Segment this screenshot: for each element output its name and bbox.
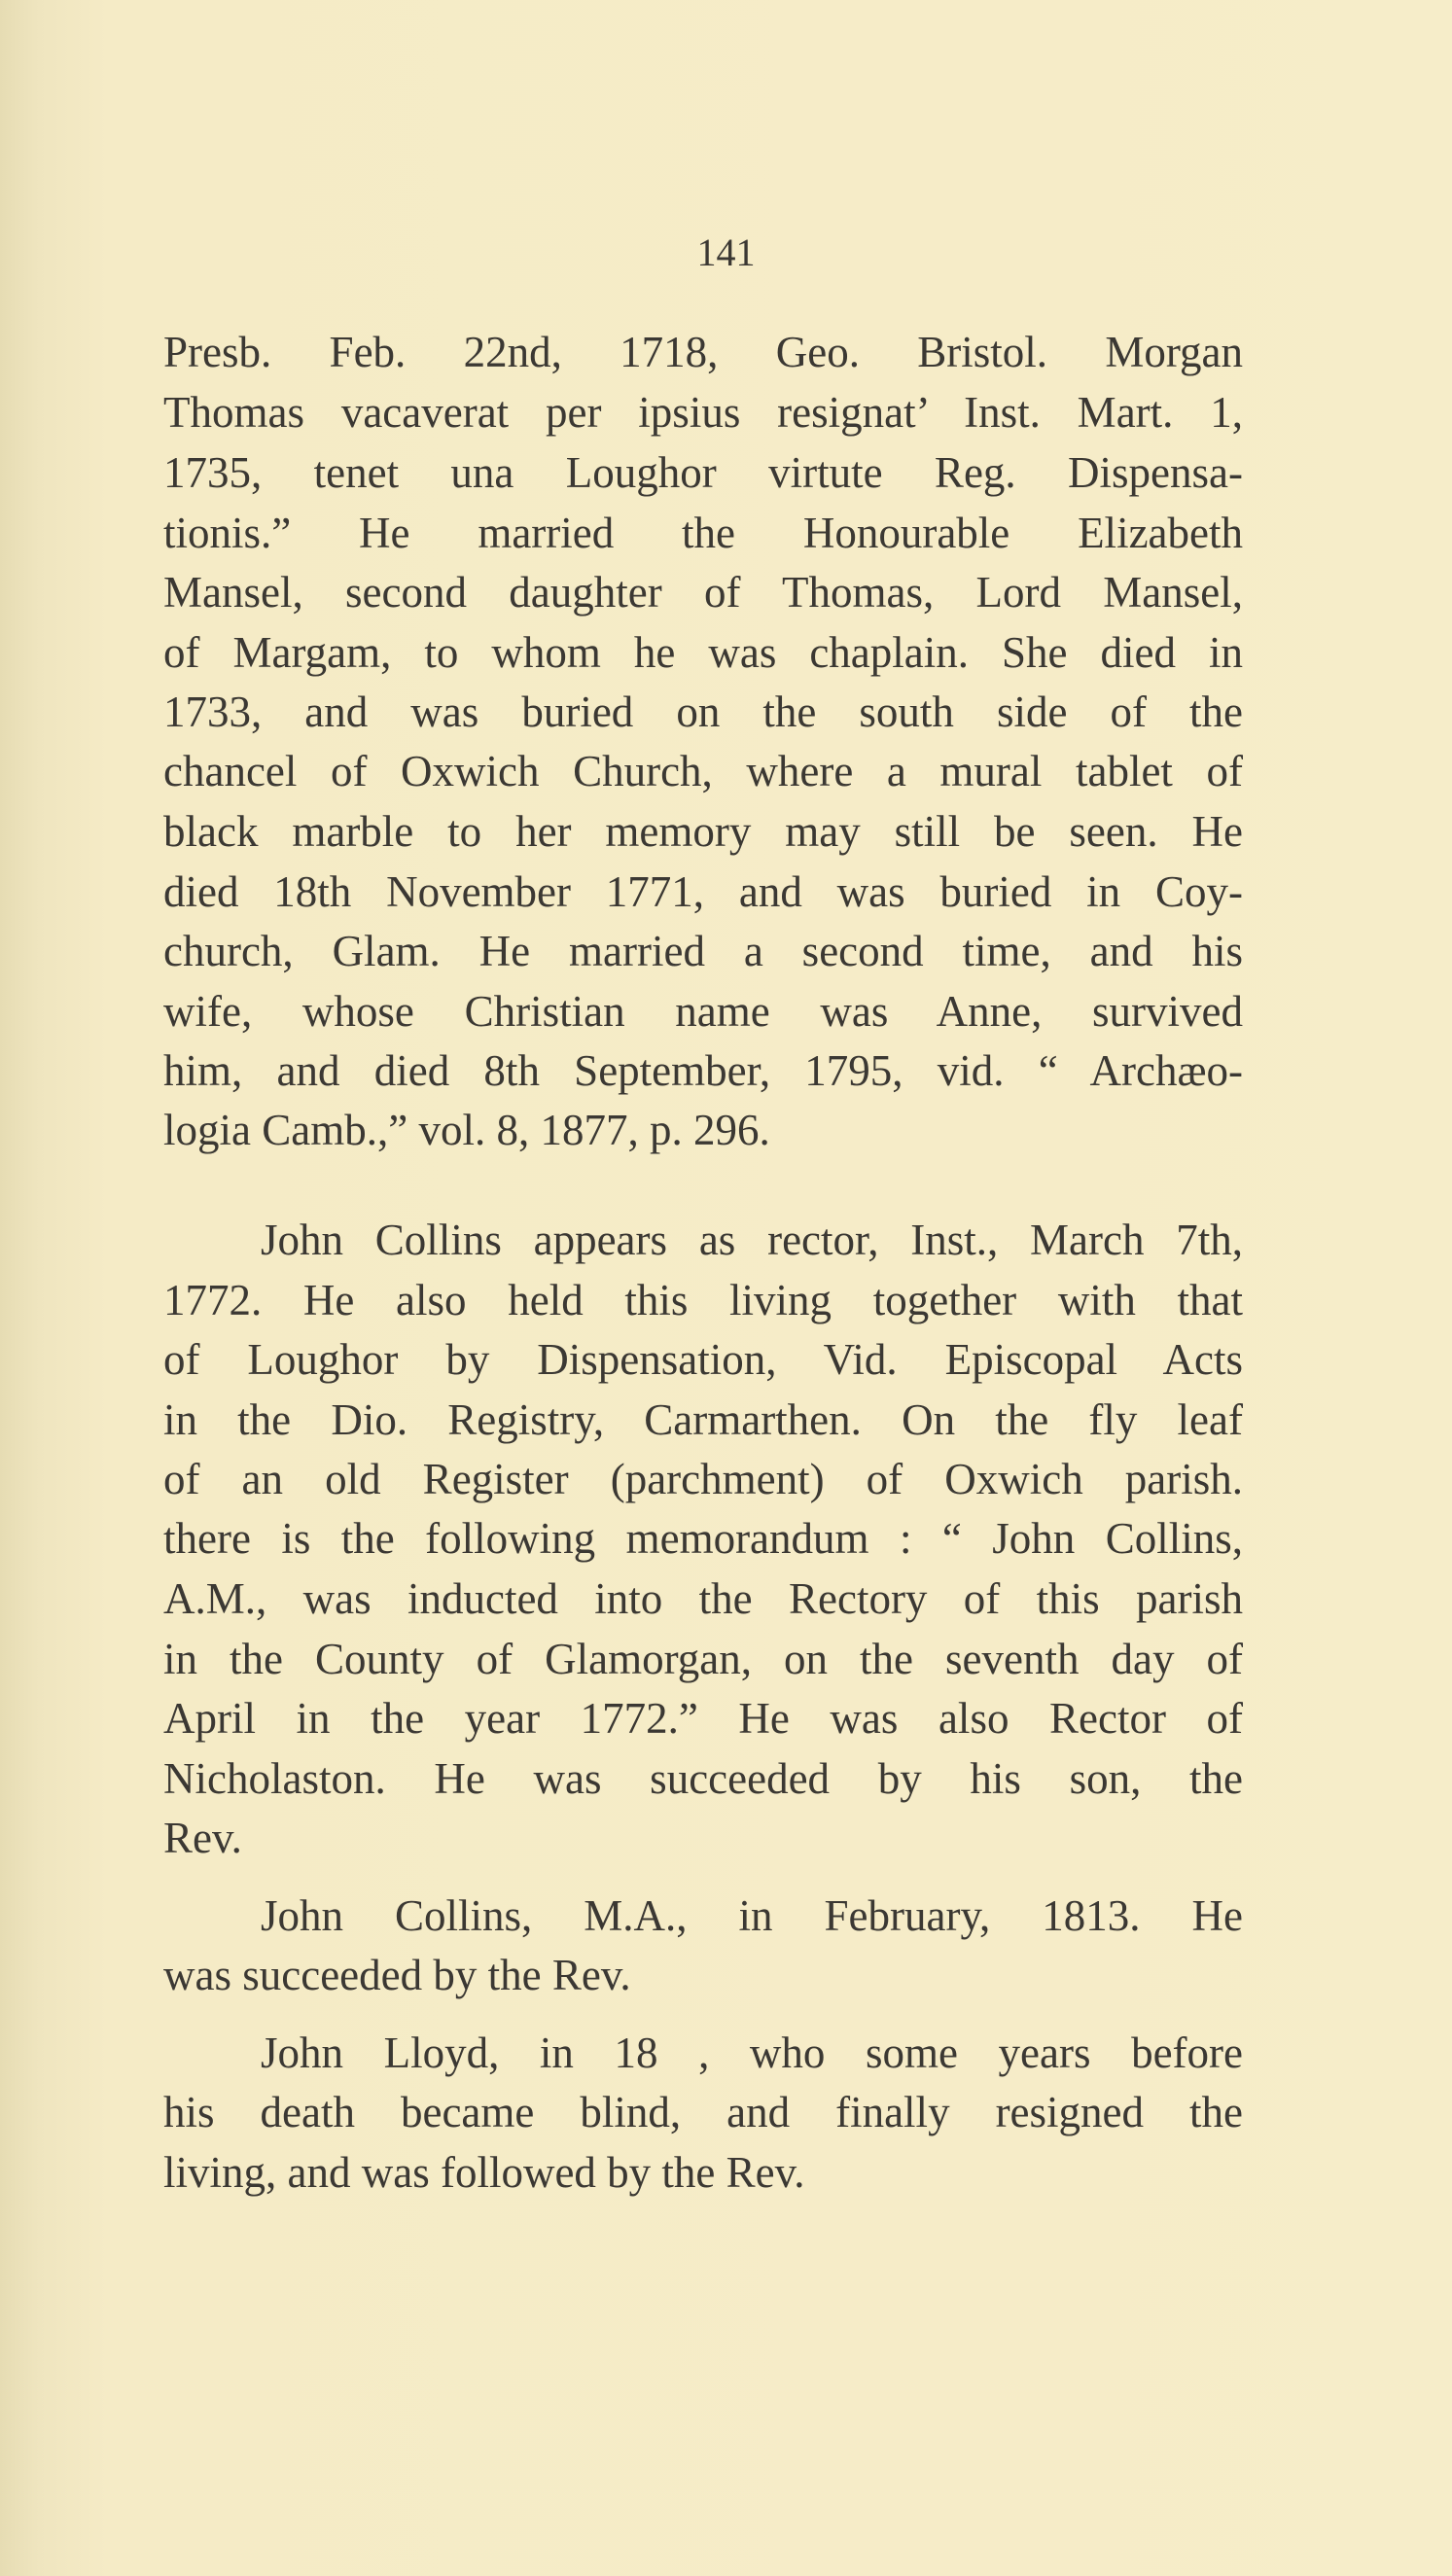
text-line: 1735, tenet una Loughor virtute Reg. Dispensa- xyxy=(163,448,1243,497)
text-line: John Lloyd, in 18 , who some years before xyxy=(261,2029,1243,2077)
text-line: of Margam, to whom he was chaplain. She died in xyxy=(163,628,1243,677)
text-line: of an old Register (parchment) of Oxwich parish. xyxy=(163,1455,1243,1503)
text-line: chancel of Oxwich Church, where a mural tablet of xyxy=(163,747,1243,795)
text-line: Presb. Feb. 22nd, 1718, Geo. Bristol. Morgan xyxy=(163,328,1243,376)
text-line: him, and died 8th September, 1795, vid. “ Archæo- xyxy=(163,1046,1243,1095)
text-line: there is the following memorandum : “ John Collins, xyxy=(163,1514,1243,1563)
text-line: 1733, and was buried on the south side of the xyxy=(163,688,1243,736)
text-line: black marble to her memory may still be seen. He xyxy=(163,807,1243,856)
text-line: in the Dio. Registry, Carmarthen. On the fly leaf xyxy=(163,1395,1243,1444)
text-line: wife, whose Christian name was Anne, survived xyxy=(163,987,1243,1036)
text-line: Mansel, second daughter of Thomas, Lord Mansel, xyxy=(163,568,1243,617)
text-line: Rev. xyxy=(163,1814,242,1862)
text-line: A.M., was inducted into the Rectory of this parish xyxy=(163,1574,1243,1623)
text-line: church, Glam. He married a second time, and his xyxy=(163,927,1243,975)
text-line: Thomas vacaverat per ipsius resignat’ Inst. Mart. 1, xyxy=(163,388,1243,437)
text-line: died 18th November 1771, and was buried in Coy- xyxy=(163,867,1243,916)
text-line: John Collins appears as rector, Inst., March 7th, xyxy=(261,1216,1243,1264)
text-line: his death became blind, and finally resigned the xyxy=(163,2088,1243,2136)
text-line: of Loughor by Dispensation, Vid. Episcopal Acts xyxy=(163,1335,1243,1384)
text-line: living, and was followed by the Rev. xyxy=(163,2148,805,2197)
text-line: Nicholaston. He was succeeded by his son, the xyxy=(163,1754,1243,1803)
text-line: 1772. He also held this living together with that xyxy=(163,1276,1243,1324)
text-line: tionis.” He married the Honourable Elizabeth xyxy=(163,509,1243,557)
text-line: logia Camb.,” vol. 8, 1877, p. 296. xyxy=(163,1106,770,1154)
text-line: was succeeded by the Rev. xyxy=(163,1951,631,1999)
page-number: 141 xyxy=(696,230,756,274)
text-line: April in the year 1772.” He was also Rector of xyxy=(163,1694,1243,1743)
text-line: John Collins, M.A., in February, 1813. He xyxy=(261,1891,1243,1940)
text-line: in the County of Glamorgan, on the seventh day of xyxy=(163,1635,1243,1683)
